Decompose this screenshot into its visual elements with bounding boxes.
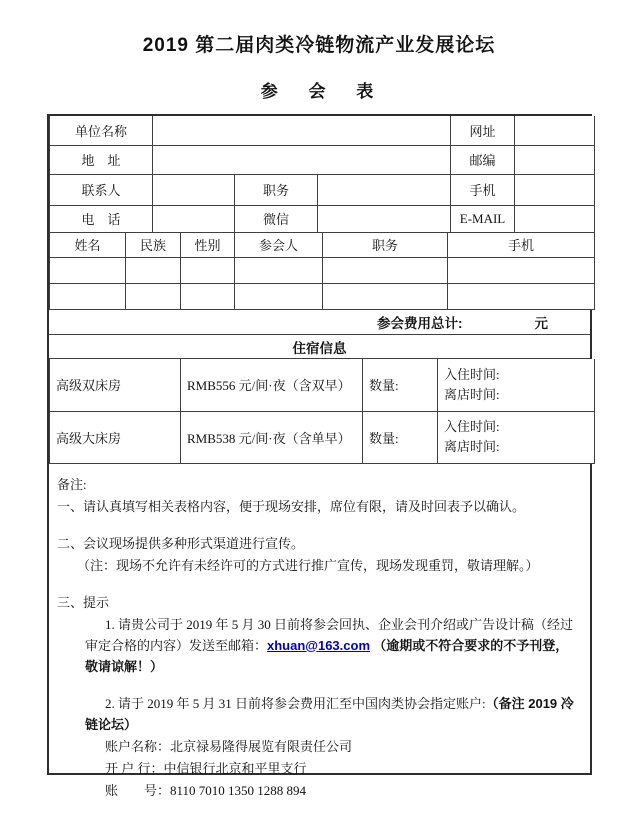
email-label: E-MAIL (451, 205, 515, 232)
zip-label: 邮编 (451, 145, 515, 174)
attendee-header-position: 职务 (323, 233, 448, 258)
fee-total-row (49, 310, 590, 335)
address-input[interactable] (153, 145, 451, 174)
attendee-gender-input[interactable] (181, 258, 235, 284)
tip-2-text: 2. 请于 2019 年 5 月 31 日前将参会费用汇至中国肉类协会指定账户: (105, 695, 486, 711)
unit-name-input[interactable] (153, 116, 451, 145)
contact-input[interactable] (153, 174, 235, 205)
note-item-3: 三、提示 (57, 594, 110, 610)
attendee-header-mobile: 手机 (448, 233, 595, 258)
tip-2 (57, 693, 580, 735)
room-quantity-input[interactable]: 数量: (363, 359, 438, 411)
unit-name-label: 单位名称 (50, 116, 153, 145)
tip-1-bold-note: （逾期或不符合要求的不予刊登，敬请谅解！） (85, 637, 569, 674)
attendee-header-gender: 性别 (181, 233, 235, 258)
mobile-input[interactable] (515, 174, 595, 205)
attendee-header-participant: 参会人 (235, 233, 323, 258)
account-name-label: 账户名称： (105, 738, 171, 754)
lodging-row-twin (50, 359, 595, 411)
tip-1 (57, 614, 580, 677)
attendee-ethnicity-input[interactable] (126, 258, 181, 284)
note-item-2-remark: （注：现场不允许有未经许可的方式进行推广宣传，现场发现重罚，敬请理解。） (77, 557, 539, 573)
account-number-label: 账 号： (105, 782, 171, 798)
room-price-label: RMB538 元/间·夜（含单早） (181, 411, 363, 463)
zip-input[interactable] (515, 145, 595, 174)
wechat-label: 微信 (235, 205, 318, 232)
attendee-gender-input[interactable] (181, 284, 235, 310)
account-number-line (57, 780, 580, 801)
email-link[interactable]: xhuan@163.com (267, 637, 371, 653)
checkout-label: 离店时间: (444, 439, 500, 454)
attendee-mobile-input[interactable] (448, 284, 595, 310)
address-label: 地 址 (50, 145, 153, 174)
fee-unit-label: 元 (534, 316, 548, 331)
attendee-mobile-input[interactable] (448, 258, 595, 284)
website-label: 网址 (451, 116, 515, 145)
attendee-table (49, 233, 595, 311)
lodging-row-king (50, 411, 595, 463)
room-type-label: 高级双床房 (50, 359, 181, 411)
room-dates-input[interactable] (438, 359, 595, 411)
phone-input[interactable] (153, 205, 235, 232)
form-title: 参 会 表 (260, 82, 378, 101)
company-info-table (49, 116, 595, 233)
website-input[interactable] (515, 116, 595, 145)
note-item-1: 一、请认真填写相关表格内容，便于现场安排，席位有限，请及时回表予以确认。 (57, 498, 526, 514)
attendee-name-input[interactable] (50, 258, 126, 284)
room-quantity-input[interactable]: 数量: (363, 411, 438, 463)
wechat-input[interactable] (318, 205, 451, 232)
attendee-header-ethnicity: 民族 (126, 233, 181, 258)
page-title: 2019 第二届肉类冷链物流产业发展论坛 (142, 35, 496, 56)
attendee-position-input[interactable] (323, 284, 448, 310)
form-table (47, 114, 592, 798)
notes-section (49, 464, 590, 798)
checkin-label: 入住时间: (444, 419, 500, 434)
attendee-name-input[interactable] (50, 284, 126, 310)
notes-header: 备注: (57, 476, 87, 492)
lodging-table (49, 359, 595, 464)
room-dates-input[interactable] (438, 411, 595, 463)
bank-line (57, 758, 580, 779)
position-input[interactable] (318, 174, 451, 205)
registration-form-page (0, 30, 638, 813)
bank-label: 开 户 行： (105, 760, 164, 776)
room-type-label: 高级大床房 (50, 411, 181, 463)
attendee-header-name: 姓名 (50, 233, 126, 258)
attendee-participant-input[interactable] (235, 258, 323, 284)
attendee-ethnicity-input[interactable] (126, 284, 181, 310)
tip-1-text: 1. 请贵公司于 2019 年 5 月 30 日前将参会回执、企业会刊介绍或广告设计稿（经过审定合格的内容）发送至邮箱： (85, 616, 574, 653)
room-price-label: RMB556 元/间·夜（含双早） (181, 359, 363, 411)
note-item-2: 二、会议现场提供多种形式渠道进行宣传。 (57, 535, 305, 551)
lodging-section-title: 住宿信息 (49, 335, 590, 359)
contact-label: 联系人 (50, 174, 153, 205)
checkout-label: 离店时间: (444, 386, 500, 402)
mobile-label: 手机 (451, 174, 515, 205)
attendee-participant-input[interactable] (235, 284, 323, 310)
account-name-line (57, 736, 580, 757)
phone-label: 电 话 (50, 205, 153, 232)
position-label: 职务 (235, 174, 318, 205)
bank-value: 中信银行北京和平里支行 (163, 760, 307, 776)
attendee-position-input[interactable] (323, 258, 448, 284)
email-input[interactable] (515, 205, 595, 232)
account-name-value: 北京禄易隆得展览有限责任公司 (170, 738, 353, 754)
fee-total-label: 参会费用总计: (377, 316, 463, 331)
account-number-value: 8110 7010 1350 1288 894 (170, 782, 307, 798)
checkin-label: 入住时间: (444, 366, 500, 382)
tip-2-bold-note: （备注 2019 冷链论坛） (85, 695, 574, 732)
